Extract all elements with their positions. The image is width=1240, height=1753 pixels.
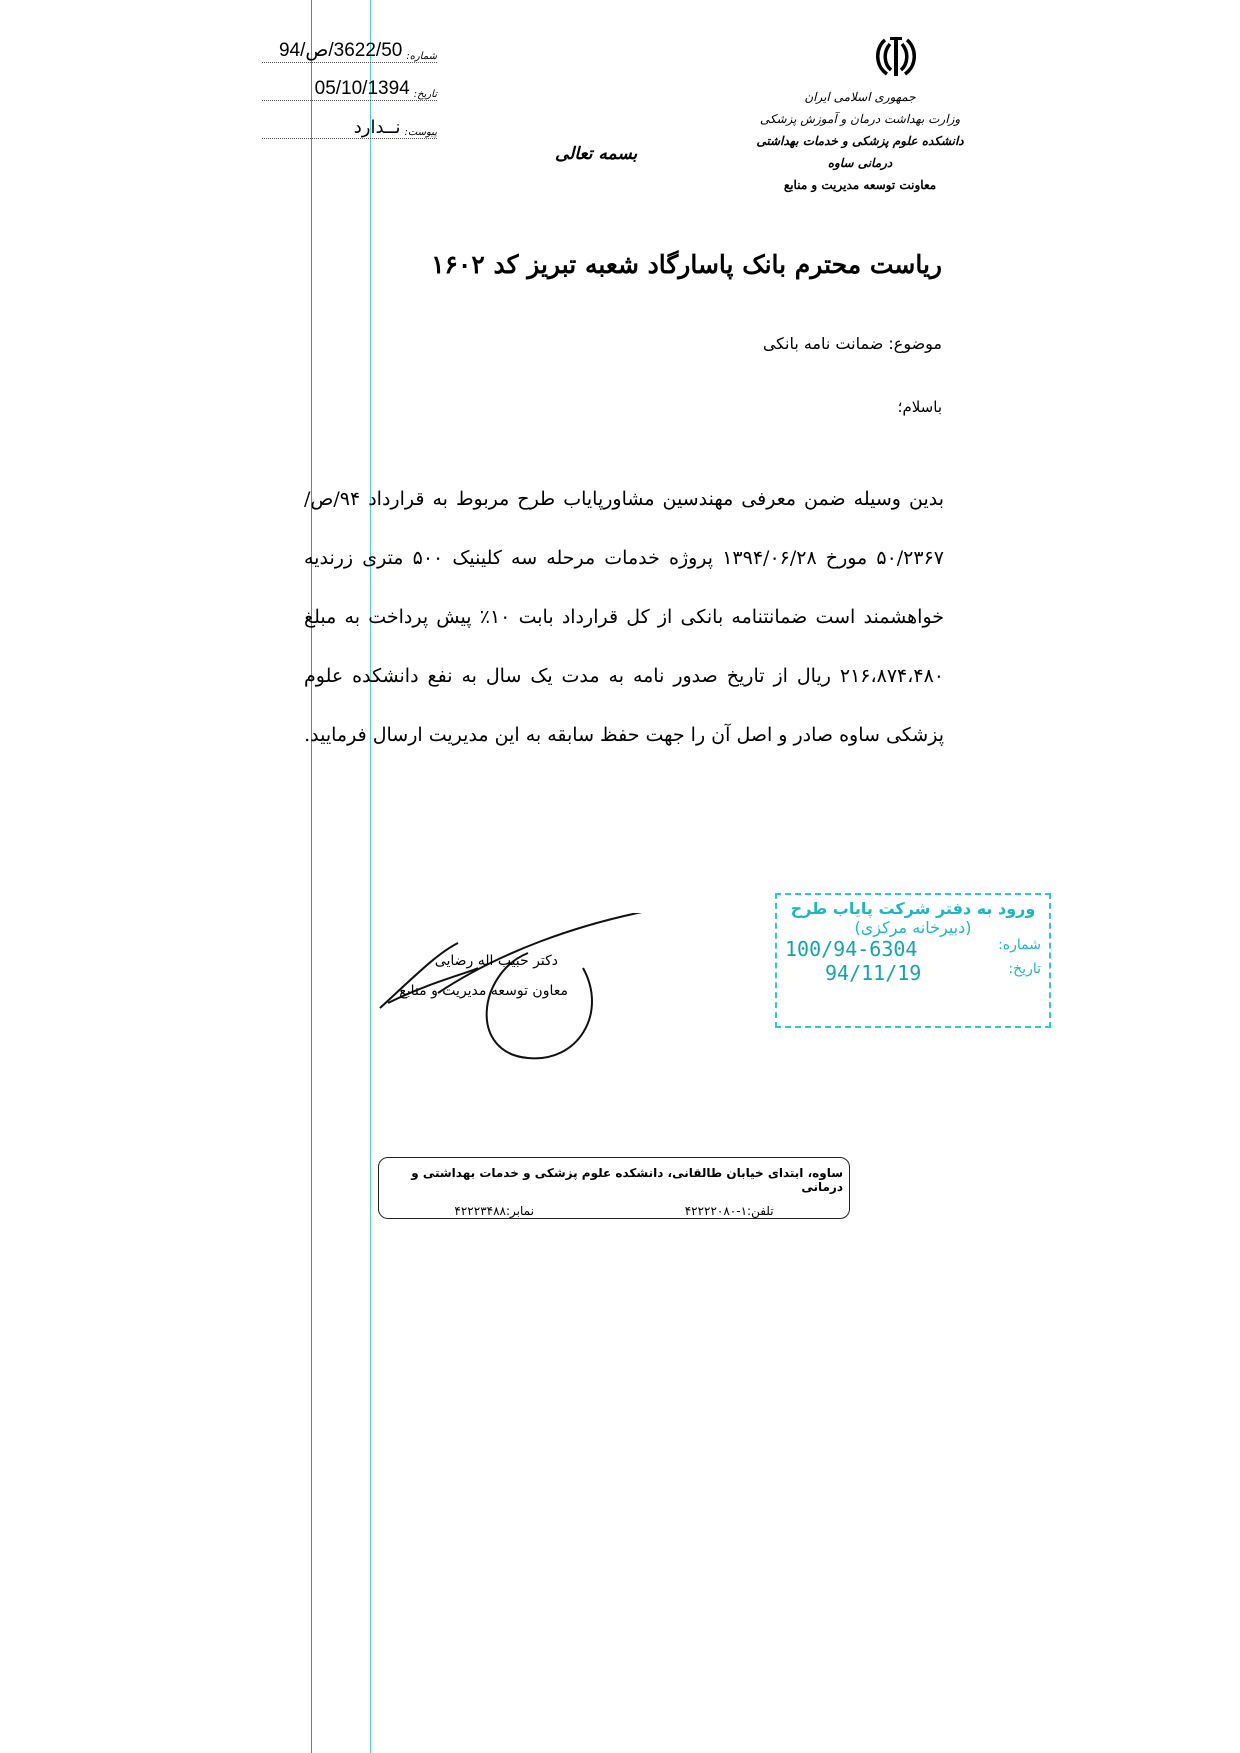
letter-attachment: پیوست: نــدارد — [262, 112, 437, 139]
invocation: بسمه تعالی — [555, 144, 638, 164]
letter-date: تاریخ: 05/10/1394 — [262, 74, 437, 101]
scan-guide-line — [370, 0, 371, 1753]
scan-guide-line — [311, 0, 312, 1753]
footer-contact-box: ساوه، ابتدای خیابان طالقانی، دانشکده علوم پزشکی و خدمات بهداشتی و درمانی تلفن:۱-۴۲۲۲۲۰۸۰ نمابر:۴۲۲۲۳۴۸۸ — [378, 1157, 850, 1219]
letter-number: شماره: 3622/50/ص/94 — [262, 36, 437, 63]
subject-line: موضوع: ضمانت نامه بانکی — [762, 334, 942, 353]
greeting: باسلام؛ — [897, 398, 942, 416]
letter-body: بدین وسیله ضمن معرفی مهندسین مشاورپایاب طرح مربوط به قرارداد ۹۴/ص/۵۰/۲۳۶۷ مورخ ۱۳۹۴/۰۶/۲۸ پروژه خدمات مرحله سه کلینیک ۵۰۰ متری زرندیه خواهشمند است ضمانتنامه بانکی از کل قرارداد بابت ۱۰٪ پیش پرداخت به مبلغ ۲۱۶،۸۷۴،۴۸۰ ریال از تاریخ صدور نامه به مدت یک سال به نفع دانشکده علوم پزشکی ساوه صادر و اصل آن را جهت حفظ سابقه به این مدیریت ارسال فرمایید. — [304, 488, 945, 746]
receipt-stamp: ورود به دفتر شرکت پایاب طرح (دبیرخانه مرکزی) شماره: 100/94-6304 تاریخ: 94/11/19 — [775, 893, 1051, 1028]
ministry-letterhead: جمهوری اسلامی ایران وزارت بهداشت درمان و آموزش پزشکی دانشکده علوم پزشکی و خدمات بهداشتی درمانی ساوه معاونت توسعه مدیریت و منابع — [756, 90, 964, 192]
recipient-heading: ریاست محترم بانک پاسارگاد شعبه تبریز کد ۱۶۰۲ — [431, 250, 942, 279]
iran-emblem-icon — [873, 34, 919, 80]
signature-block: دکتر حبیب اله رضایی معاون توسعه مدیریت و منابع — [378, 913, 668, 1063]
